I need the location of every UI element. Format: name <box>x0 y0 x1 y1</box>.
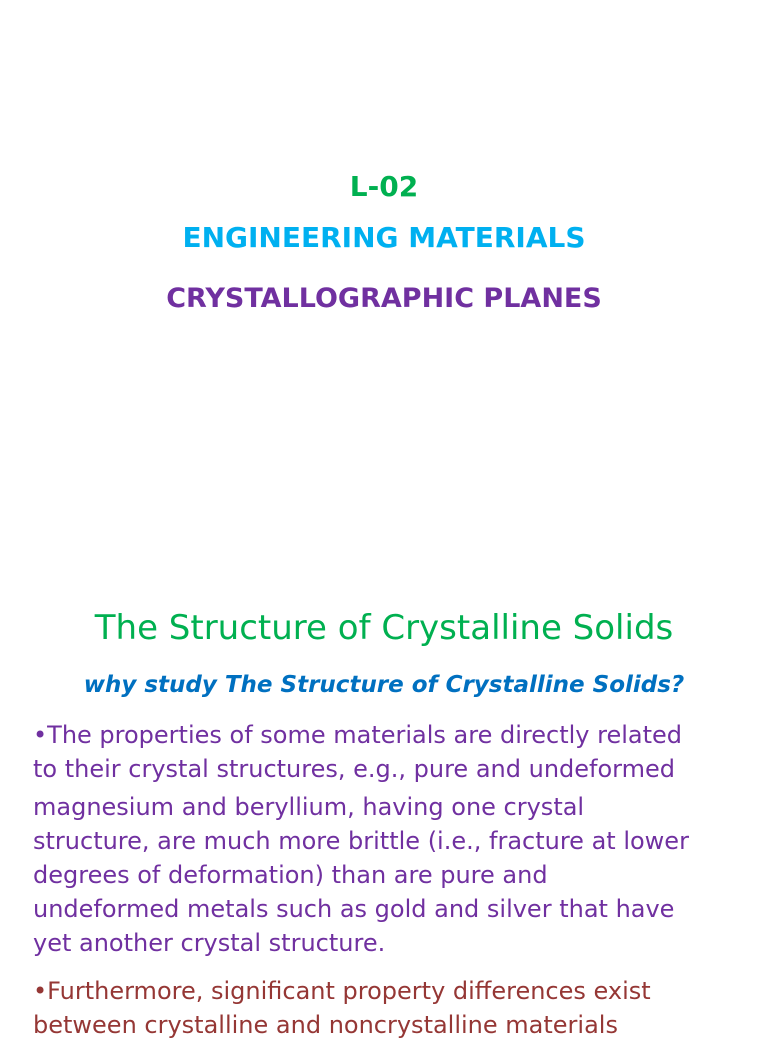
section-heading: The Structure of Crystalline Solids <box>94 608 674 648</box>
paragraph-properties <box>33 718 761 960</box>
subheading: why study The Structure of Crystalline Solids? <box>83 672 685 698</box>
paragraph-line: structure, are much more brittle (i.e., fracture at lower <box>33 827 689 855</box>
paragraph-line: •Furthermore, significant property differences exist <box>33 977 651 1005</box>
paragraph-line: to their crystal structures, e.g., pure and undeformed <box>33 755 675 783</box>
paragraph-line: •The properties of some materials are directly related <box>33 721 682 749</box>
lecture-code: L-02 <box>349 170 419 203</box>
paragraph-line: between crystalline and noncrystalline materials <box>33 1011 618 1039</box>
paragraph-line: yet another crystal structure. <box>33 929 386 957</box>
paragraph-differences <box>33 974 761 1042</box>
topic-title: CRYSTALLOGRAPHIC PLANES <box>166 283 602 314</box>
paragraph-line: undeformed metals such as gold and silver that have <box>33 895 675 923</box>
paragraph-line: magnesium and beryllium, having one crystal <box>33 793 585 821</box>
course-title: ENGINEERING MATERIALS <box>182 221 586 254</box>
paragraph-line: degrees of deformation) than are pure and <box>33 861 548 889</box>
content-slide <box>0 560 768 1039</box>
